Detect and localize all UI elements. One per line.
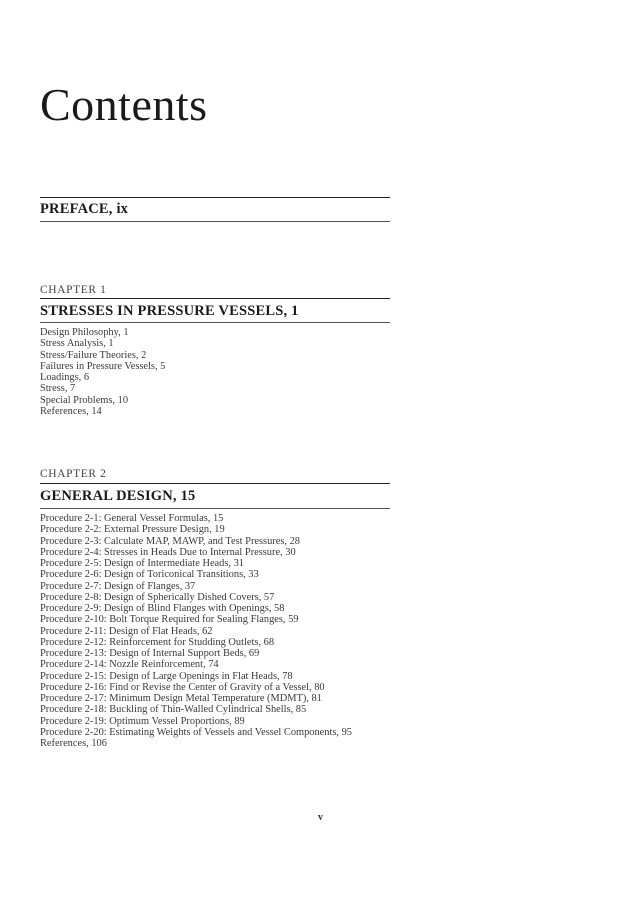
toc-entry[interactable]: Loadings, 6 (40, 372, 90, 383)
preface-bottom-rule (40, 221, 390, 222)
toc-entry[interactable]: Procedure 2-13: Design of Internal Support Beds, 69 (40, 648, 260, 659)
chapter-2-entries (40, 513, 352, 749)
preface-top-rule (40, 197, 390, 198)
chapter-1-entries (40, 327, 165, 417)
page-number: v (318, 812, 323, 823)
toc-entry[interactable]: Procedure 2-7: Design of Flanges, 37 (40, 580, 196, 592)
toc-entry[interactable]: References, 106 (40, 738, 107, 749)
toc-entry[interactable]: Procedure 2-15: Design of Large Openings in Flat Heads, 78 (40, 670, 293, 682)
toc-entry[interactable]: Procedure 2-10: Bolt Torque Required for Sealing Flanges, 59 (40, 614, 299, 626)
toc-entry[interactable]: Procedure 2-19: Optimum Vessel Proportions, 89 (40, 715, 245, 727)
chapter-1-bottom-rule (40, 322, 390, 323)
toc-entry[interactable]: Procedure 2-12: Reinforcement for Studding Outlets, 68 (40, 636, 275, 648)
toc-entry[interactable]: Procedure 2-17: Minimum Design Metal Temperature (MDMT), 81 (40, 693, 322, 704)
chapter-1-label: CHAPTER 1 (40, 284, 107, 296)
toc-entry[interactable]: Procedure 2-16: Find or Revise the Center of Gravity of a Vessel, 80 (40, 681, 325, 693)
chapter-1-top-rule (40, 298, 390, 299)
chapter-1-title[interactable]: STRESSES IN PRESSURE VESSELS, 1 (40, 303, 299, 319)
toc-entry[interactable]: Procedure 2-3: Calculate MAP, MAWP, and Test Pressures, 28 (40, 535, 300, 547)
chapter-2-top-rule (40, 483, 390, 484)
toc-entry[interactable]: Procedure 2-8: Design of Spherically Dished Covers, 57 (40, 591, 275, 603)
toc-entry[interactable]: Stress Analysis, 1 (40, 338, 114, 350)
toc-entry[interactable]: Failures in Pressure Vessels, 5 (40, 360, 166, 372)
toc-entry[interactable]: Procedure 2-11: Design of Flat Heads, 62 (40, 625, 213, 637)
toc-entry[interactable]: Procedure 2-4: Stresses in Heads Due to Internal Pressure, 30 (40, 546, 296, 558)
toc-entry[interactable]: Special Problems, 10 (40, 394, 129, 406)
toc-entry[interactable]: Stress/Failure Theories, 2 (40, 349, 147, 361)
toc-entry[interactable]: Design Philosophy, 1 (40, 327, 129, 338)
toc-entry[interactable]: Procedure 2-9: Design of Blind Flanges with Openings, 58 (40, 603, 285, 614)
toc-entry[interactable]: Procedure 2-2: External Pressure Design, 19 (40, 524, 225, 536)
chapter-2-label: CHAPTER 2 (40, 468, 107, 480)
page-title: Contents (40, 79, 208, 130)
toc-entry[interactable]: Procedure 2-1: General Vessel Formulas, 15 (40, 513, 224, 524)
preface-heading[interactable]: PREFACE, ix (40, 201, 129, 217)
toc-entry[interactable]: Procedure 2-6: Design of Toriconical Transitions, 33 (40, 569, 259, 581)
toc-entry[interactable]: Procedure 2-18: Buckling of Thin-Walled Cylindrical Shells, 85 (40, 704, 307, 716)
toc-entry[interactable]: References, 14 (40, 405, 102, 417)
toc-entry[interactable]: Stress, 7 (40, 383, 76, 395)
toc-entry[interactable]: Procedure 2-20: Estimating Weights of Vessels and Vessel Components, 95 (40, 726, 353, 738)
toc-entry[interactable]: Procedure 2-5: Design of Intermediate Heads, 31 (40, 558, 244, 569)
toc-entry[interactable]: Procedure 2-14: Nozzle Reinforcement, 74 (40, 659, 219, 671)
chapter-2-title[interactable]: GENERAL DESIGN, 15 (40, 488, 196, 504)
chapter-2-bottom-rule (40, 508, 390, 509)
